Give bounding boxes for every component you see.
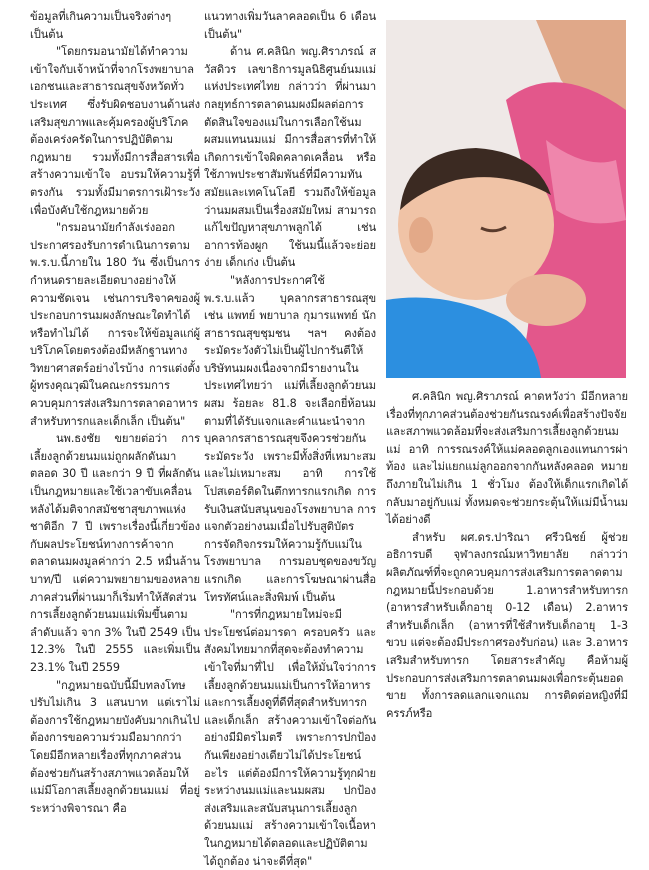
- article-column-2: [204, 8, 376, 870]
- article-column-1: [30, 8, 200, 817]
- mother-baby-illustration: [386, 20, 626, 378]
- paragraph: ข้อมูลที่เกินความเป็นจริงต่างๆ เป็นต้น: [30, 10, 172, 41]
- paragraph: "กฎหมายฉบับนี้มีบทลงโทษปรับไม่เกิน 3 แสนบาท แต่เราไม่ต้องการใช้กฎหมายบังคับมากเกินไป ต้องการขอความร่วมมือมากกว่า โดยมีอีกหลายเรื่องที่ทุกภาคส่วนต้องช่วยกันสร้างสภาพแวดล้อมให้แม่มีโอกาสเลี้ยงลูกด้วยนมแม่ ที่อยู่ระหว่างพิจารณา คือ: [30, 678, 200, 815]
- paragraph: "การที่กฎหมายใหม่จะมีประโยชน์ต่อมารดา ครอบครัว และสังคมไทยมากที่สุดจะต้องทำความเข้าใจที่มาที่ไป เพื่อให้มั่นใจว่าการเลี้ยงลูกด้วยนมแม่เป็นการให้อาหารและการเลี้ยงดูที่ดีที่สุดสำหรับทารกและเด็กเล็ก สร้างความเข้าใจต่อกันอย่างมีมิตรไมตรี เพราะการปกป้องกันเพียงอย่างเดียวไม่ได้ประโยชน์อะไร แต่ต้องมีการให้ความรู้ทุกฝ่ายระหว่างนมแม่และนมผสม ปกป้อง ส่งเสริมและสนับสนุนการเลี้ยงลูกด้วยนมแม่ สร้างความเข้าใจเนื้อหาในกฎหมายได้ตลอดและปฏิบัติตามได้ถูกต้อง น่าจะดีที่สุด": [204, 608, 376, 868]
- paragraph: "หลังการประกาศใช้ พ.ร.บ.แล้ว บุคลากรสาธารณสุข เช่น แพทย์ พยาบาล กุมารแพทย์ นักสาธารณสุขชุมชน ฯลฯ คงต้องระมัดระวังตัวไม่เป็นผู้ไปการันตีให้บริษัทนมผงเนื่องจากมีรายงานในประเทศไทยว่า แม่ที่เลี้ยงลูกด้วยนมผสม ร้อยละ 81.8 จะเลือกยี่ห้อนมตามที่ได้รับแจกและคำแนะนำจากบุคลากรสาธารณสุขจึงควรช่วยกันระมัดระวัง เพราะมีทั้งสิ่งที่เหมาะสมและไม่เหมาะสม อาทิ การใช้โปสเตอร์ติดในตึกทารกแรกเกิด การรับเงินสนับสนุนของโรงพยาบาล การแจกตัวอย่างนมเมื่อไปรับสูติบัตร การจัดกิจกรรมให้ความรู้กับแม่ในโรงพยาบาล การมอบชุดของขวัญแรกเกิด และการโฆษณาผ่านสื่อโทรทัศน์และสิ่งพิมพ์ เป็นต้น: [204, 273, 376, 604]
- photo-caption: ศ.คลินิก พญ.ศิราภรณ์ คาดหวังว่า มีอีกหลายเรื่องที่ทุกภาคส่วนต้องช่วยกันรณรงค์เพื่อสร้างปัจจัยและสภาพแวดล้อมที่จะส่งเสริมการเลี้ยงลูกด้วยนมแม่ อาทิ การรณรงค์ให้แม่คลอดลูกเองแทนการผ่าท้อง และไม่แยกแม่ลูกออกจากกันหลังคลอด หมายถึงภายในไม่เกิน 1 ชั่วโมง ต้องให้เด็กแรกเกิดได้กลับมาอยู่กับแม่ ทั้งหมดจะช่วยกระตุ้นให้แม่มีน้ำนมได้อย่างดี: [386, 390, 628, 527]
- paragraph: "กรมอนามัยกำลังเร่งออกประกาศรองรับการดำเนินการตาม พ.ร.บ.นี้ภายใน 180 วัน ซึ่งเป็นการกำหนดรายละเอียดบางอย่างให้ความชัดเจน เช่นการบริจาคของผู้ประกอบการนมผงลักษณะใดทำได้หรือทำไม่ได้ การจะให้ข้อมูลแก่ผู้บริโภคโดยตรงต้องมีหลักฐานทางวิทยาศาสตร์อย่างไรบ้าง การแต่งตั้งผู้ทรงคุณวุฒิในคณะกรรมการควบคุมการส่งเสริมการตลาดอาหารสำหรับทารกและเด็กเล็ก เป็นต้น": [30, 221, 200, 428]
- article-column-3: [386, 388, 628, 722]
- paragraph: แนวทางเพิ่มวันลาคลอดเป็น 6 เดือนเป็นต้น": [204, 10, 376, 41]
- paragraph: นพ.ธงชัย ขยายต่อว่า การเลี้ยงลูกด้วยนมแม่ถูกผลักดันมาตลอด 30 ปี และกว่า 9 ปี ที่ผลักดันเป็นกฎหมายและใช้เวลาขับเคลื่อนหลังได้มติจากสมัชชาสุขภาพแห่งชาติอีก 7 ปี เพราะเรื่องนี้เกี่ยวข้องกับผลประโยชน์ทางการค้าจากตลาดนมผงมูลค่ากว่า 2.5 หมื่นล้านบาท/ปี แต่ความพยายามของหลายภาคส่วนที่ผ่านมาก็เริ่มทำให้สัดส่วนการเลี้ยงลูกด้วยนมแม่เพิ่มขึ้นตามลำดับแล้ว จาก 3% ในปี 2549 เป็น 12.3% ในปี 2555 และเพิ่มเป็น 23.1% ในปี 2559: [30, 432, 200, 674]
- breastfeeding-photo: [386, 20, 626, 378]
- paragraph: สำหรับ ผศ.ดร.ปาริณา ศรีวนิชย์ ผู้ช่วยอธิการบดี จุฬาลงกรณ์มหาวิทยาลัย กล่าวว่า ผลิตภัณฑ์ที่จะถูกควบคุมการส่งเสริมการตลาดตามกฎหมายนี้ประกอบด้วย 1.อาหารสำหรับทารก (อาหารสำหรับเด็กอายุ 0-12 เดือน) 2.อาหารสำหรับเด็กเล็ก (อาหารที่ใช้สำหรับเด็กอายุ 1-3 ขวบ แต่จะต้องมีประกาศรองรับก่อน) และ 3.อาหารเสริมสำหรับทารก โดยสาระสำคัญ คือห้ามผู้ประกอบการส่งเสริมการตลาดนมผงเพื่อกระตุ้นยอดขาย ทั้งการลดแลกแจกแถม การติดต่อหญิงที่มีครรภ์หรือ: [386, 530, 628, 720]
- paragraph: ด้าน ศ.คลินิก พญ.ศิราภรณ์ สวัสดิวร เลขาธิการมูลนิธิศูนย์นมแม่แห่งประเทศไทย กล่าวว่า ที่ผ่านมากลยุทธ์การตลาดนมผงมีผลต่อการตัดสินใจของแม่ในการเลือกใช้นมผสมแทนนมแม่ มีการสื่อสารที่ทำให้เกิดการเข้าใจผิดคลาดเคลื่อน หรือใช้ภาพประชาสัมพันธ์ที่มีความทันสมัยและเทคโนโลยี รวมถึงให้ข้อมูลว่านมผสมเป็นเรื่องสมัยใหม่ สามารถแก้ไขปัญหาสุขภาพลูกได้ เช่น อาการท้องผูก ใช้นมนี้แล้วจะย่อยง่าย เด็กเก่ง เป็นต้น: [204, 45, 376, 270]
- paragraph: "โดยกรมอนามัยได้ทำความเข้าใจกับเจ้าหน้าที่จากโรงพยาบาลเอกชนและสาธารณสุขจังหวัดทั่วประเทศ ซึ่งรับผิดชอบงานด้านส่งเสริมสุขภาพและคุ้มครองผู้บริโภค ต้องเคร่งครัดในการปฏิบัติตามกฎหมาย รวมทั้งมีการสื่อสารเพื่อสร้างความเข้าใจ อบรมให้ความรู้ที่ตรงกัน รวมทั้งมีมาตรการเฝ้าระวังเพื่อบังคับใช้กฎหมายด้วย: [30, 45, 200, 217]
